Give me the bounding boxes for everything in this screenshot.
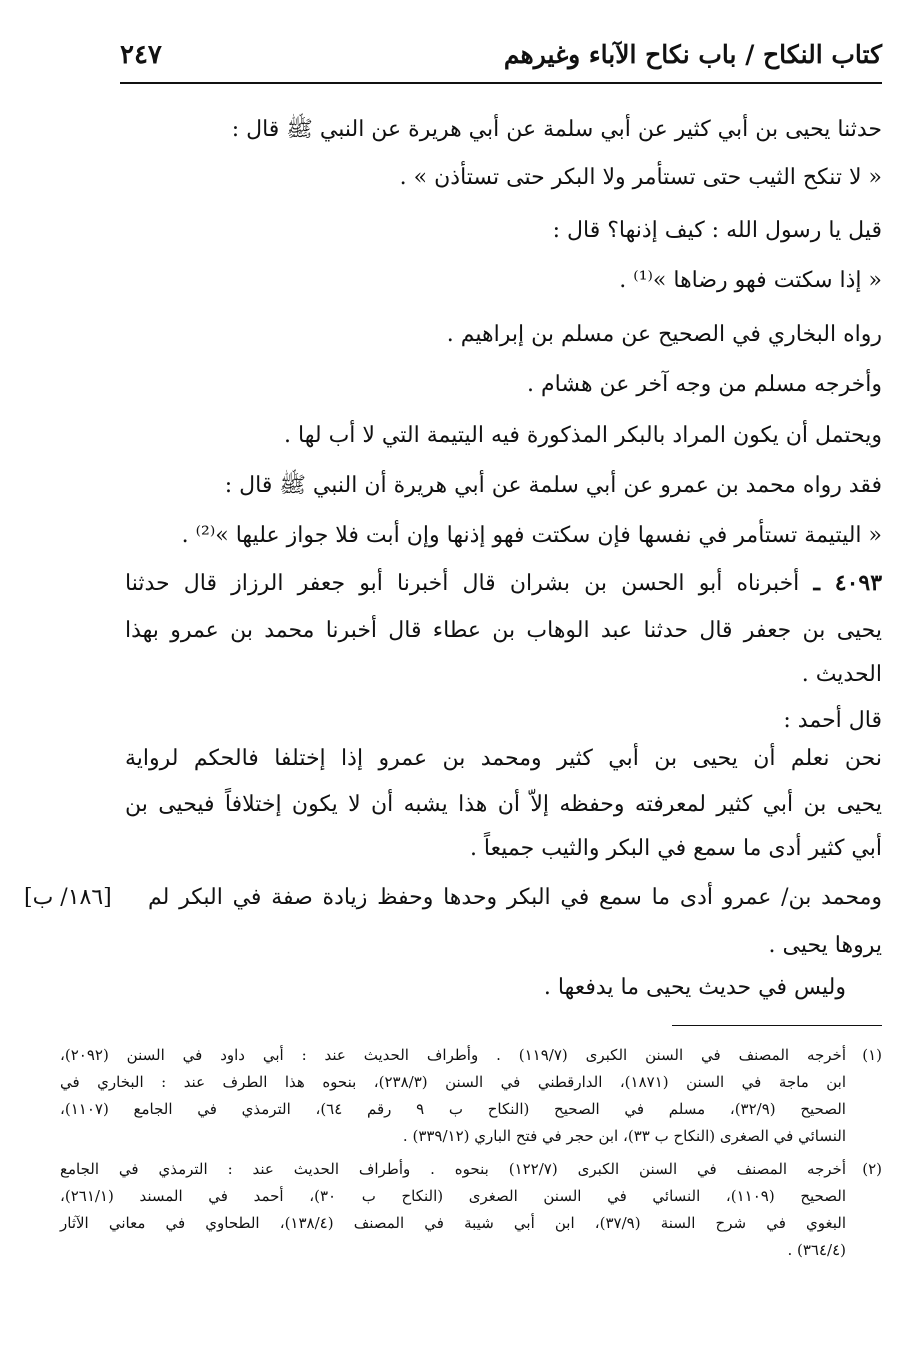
text-line: « لا تنكح الثيب حتى تستأمر ولا البكر حتى تستأذن » . [399,165,882,190]
footnote-number: (٢) [862,1160,882,1178]
text-line: حدثنا يحيى بن أبي كثير عن أبي سلمة عن أبي هريرة عن النبي ﷺ قال : [231,117,882,142]
footnote-line: النسائي في الصغرى (النكاح ب ٣٣)، ابن حجر في فتح الباري (٣٣٩/١٢) . [402,1127,846,1145]
hadith-4093-line-2: يحيى بن جعفر قال حدثنا عبد الوهاب بن عطاء قال أخبرنا محمد بن عمرو بهذا [125,618,882,643]
text-line: « اليتيمة تستأمر في نفسها فإن سكتت فهو إذنها وإن أبت فلا جواز عليها »⁽²⁾ . [181,523,882,548]
text-line: قيل يا رسول الله : كيف إذنها؟ قال : [552,218,882,243]
hadith-text: أخبرناه أبو الحسن بن بشران قال أخبرنا أبو جعفر الرزاز قال حدثنا [125,571,800,596]
text-line: « إذا سكتت فهو رضاها »⁽¹⁾ . [619,268,882,293]
text-line: يحيى بن أبي كثير لمعرفته وحفظه إلاّ أن هذا يشبه أن لا يكون إختلافاً فيحيى بن [125,792,882,817]
footnote-number: (١) [862,1046,882,1064]
footnote-line: ابن ماجة في السنن (١٨٧١)، الدارقطني في السنن (٢٣٨/٣)، بنحوه هذا الطرف عند : البخاري في [60,1073,846,1091]
page-number: ٢٤٧ [120,40,162,70]
footnote-line: الصحيح (٣٢/٩)، مسلم في الصحيح (النكاح ب ٩ رقم ٦٤)، الترمذي في الجامع (١١٠٧)، [60,1100,846,1118]
manuscript-folio-ref: [١٨٦/ ب] [24,885,112,910]
text-line: أبي كثير أدى ما سمع في البكر والثيب جميعاً . [469,836,882,861]
hadith-4093-line-1 [125,570,882,597]
footnote-line: أخرجه المصنف في السنن الكبرى (١٢٢/٧) بنحوه . وأطراف الحديث عند : الترمذي في الجامع [60,1160,846,1178]
text-line: نحن نعلم أن يحيى بن أبي كثير ومحمد بن عمرو إذا إختلفا فالحكم لرواية [125,746,883,771]
footnote-line: أخرجه المصنف في السنن الكبرى (١١٩/٧) . وأطراف الحديث عند : أبي داود في السنن (٢٠٩٢)، [60,1046,846,1064]
hadith-number: ٤٠٩٣ ـ [813,570,883,596]
ahmad-label: قال أحمد : [783,708,882,733]
text-line: رواه البخاري في الصحيح عن مسلم بن إبراهيم . [446,322,882,347]
footnote-line: الصحيح (١١٠٩)، النسائي في السنن الصغرى (النكاح ب ٣٠)، أحمد في المسند (٢٦١/١)، [60,1187,846,1205]
text-line: ويحتمل أن يكون المراد بالبكر المذكورة فيه اليتيمة التي لا أب لها . [284,423,882,448]
hadith-4093-line-3: الحديث . [801,662,882,687]
chapter-title: كتاب النكاح / باب نكاح الآباء وغيرهم [503,40,882,69]
text-line: فقد رواه محمد بن عمرو عن أبي سلمة عن أبي هريرة أن النبي ﷺ قال : [224,473,882,498]
text-line: ومحمد بن/ عمرو أدى ما سمع في البكر وحدها وحفظ زيادة صفة في البكر لم [148,885,882,910]
text-line: يروها يحيى . [768,933,882,958]
footnote-line: (٣٦٤/٤) . [787,1241,846,1259]
footnote-separator [672,1025,882,1026]
text-line: وأخرجه مسلم من وجه آخر عن هشام . [527,372,882,397]
running-header [120,38,882,84]
footnote-line: البغوي في شرح السنة (٣٧/٩)، ابن أبي شيبة في المصنف (١٣٨/٤)، الطحاوي في معاني الآثار [60,1214,846,1232]
text-line: وليس في حديث يحيى ما يدفعها . [543,975,846,1000]
